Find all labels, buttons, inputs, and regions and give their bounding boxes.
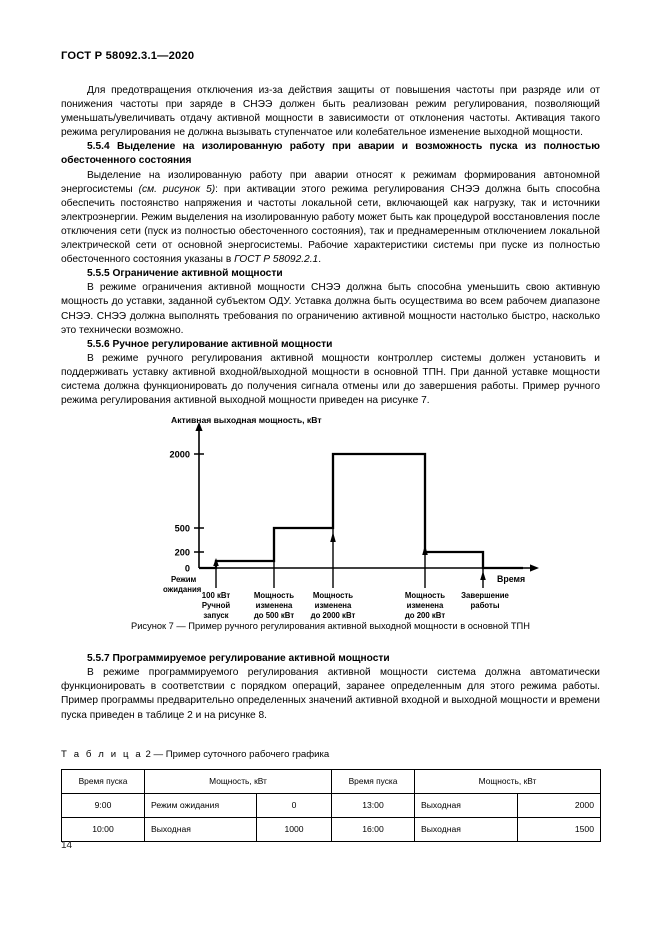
event-label-4 — [405, 591, 445, 620]
paragraph-5-5-6: В режиме ручного регулирования активной мощности контроллер системы должен установить и поддерживать уставку активной входной/выходной мощности в основной ТПН. При данной уставке мощности система должна функционировать до получения сигнала отмены или до завершения работы. Пример ручного режима регулирования активной выходной мощности приведен на рисунке 7. — [61, 352, 600, 407]
svg-text:изменена: изменена — [255, 601, 293, 611]
table-header-power-2: Мощность, кВт — [415, 769, 601, 793]
page-number: 14 — [61, 840, 73, 851]
table-header-power-1: Мощность, кВт — [145, 769, 332, 793]
cell-time-2: 16:00 — [332, 817, 415, 841]
table-header-row — [62, 769, 601, 793]
event-arrow-4 — [422, 545, 428, 555]
para-554-ref-gost: ГОСТ Р 58092.2.1 — [234, 254, 319, 266]
table-caption-rest: 2 — Пример суточного рабочего графика — [145, 748, 330, 760]
cell-mode-1: Выходная — [145, 817, 257, 841]
y-tick-label-500: 500 — [174, 523, 190, 534]
standby-label-line2: ожидания — [163, 585, 202, 595]
svg-text:изменена: изменена — [314, 601, 352, 611]
y-tick-label-2000: 2000 — [169, 449, 190, 460]
event-label-1 — [202, 591, 231, 620]
para-554-ref-figure5: (см. рисунок 5) — [138, 183, 216, 195]
figure-7-svg — [153, 416, 553, 626]
svg-text:запуск: запуск — [203, 611, 229, 621]
heading-5-5-7: 5.5.7 Программируемое регулирование активной мощности — [87, 653, 390, 665]
heading-5-5-5: 5.5.5 Ограничение активной мощности — [87, 268, 283, 280]
event-label-3 — [311, 591, 356, 620]
heading-5-5-4: 5.5.4 Выделение на изолированную работу при аварии и возможность пуска из полностью обесточенного состояния — [61, 141, 600, 167]
x-axis-arrow — [530, 565, 539, 572]
svg-text:до 2000 кВт: до 2000 кВт — [310, 611, 356, 621]
event-label-5 — [461, 591, 509, 610]
paragraph-5-5-5: В режиме ограничения активной мощности СНЭЭ должна быть способна уменьшить свою активную мощность до уставки, заданной субъектом ОДУ. Уставка должна быть осуществима во всем рабочем диапазоне СНЭЭ. СНЭЭ должна выполнять требования по ограничению активной мощности настолько быстро, насколько это технически возможно. — [61, 282, 600, 336]
cell-time-1: 9:00 — [62, 793, 145, 817]
cell-mode-2: Выходная — [415, 793, 518, 817]
table-daily-schedule — [61, 769, 601, 842]
y-axis-title: Активная выходная мощность, кВт — [171, 416, 322, 426]
svg-text:100 кВт: 100 кВт — [201, 591, 231, 601]
svg-text:Мощность: Мощность — [253, 591, 295, 601]
page-content — [61, 50, 600, 842]
cell-mode-2: Выходная — [415, 817, 518, 841]
table-row — [62, 817, 601, 841]
para-554-part-c: . — [318, 254, 322, 266]
table-2-caption — [61, 749, 600, 760]
paragraph-5-5-4 — [61, 169, 600, 268]
event-arrow-5 — [480, 571, 486, 580]
svg-text:Завершение: Завершение — [461, 591, 509, 601]
table-header-time-1: Время пуска — [62, 769, 145, 793]
svg-text:изменена: изменена — [406, 601, 444, 611]
figure-7-plot — [153, 416, 553, 636]
x-axis-title: Время — [497, 574, 526, 585]
svg-text:Ручной: Ручной — [201, 601, 231, 611]
cell-power-1: 0 — [257, 793, 332, 817]
event-label-2 — [254, 591, 294, 620]
cell-power-2: 1500 — [518, 817, 601, 841]
svg-text:до 200 кВт: до 200 кВт — [404, 611, 446, 621]
y-tick-label-200: 200 — [174, 547, 190, 558]
svg-text:Мощность: Мощность — [404, 591, 446, 601]
cell-power-1: 1000 — [257, 817, 332, 841]
table-header-time-2: Время пуска — [332, 769, 415, 793]
standby-label-line1: Режим — [171, 575, 197, 585]
figure-7-caption: Рисунок 7 — Пример ручного регулирования активной выходной мощности в основной ТПН — [131, 621, 530, 632]
svg-text:Мощность: Мощность — [312, 591, 354, 601]
power-step-curve — [199, 454, 523, 568]
y-tick-label-0: 0 — [184, 563, 190, 574]
paragraph-5-5-7: В режиме программируемого регулирования активной мощности система должна автоматически функционировать в соответствии с порядком операций, заранее определенным для этого режима работы. Пример программы предварительно определенных значений активной входной и выходной мощности и времени пуска приведен в таблице 2 и на рисунке 8. — [61, 667, 600, 721]
cell-mode-1: Режим ожидания — [145, 793, 257, 817]
figure-7 — [61, 416, 600, 652]
heading-5-5-6: 5.5.6 Ручное регулирование активной мощности — [87, 338, 333, 350]
para-554-part-a: Выделение на изолированную работу при аварии относят к режимам формирования автономной энергосистемы — [61, 169, 600, 195]
cell-power-2: 2000 — [518, 793, 601, 817]
svg-text:до 500 кВт: до 500 кВт — [253, 611, 295, 621]
event-arrow-3 — [330, 532, 336, 542]
cell-time-2: 13:00 — [332, 793, 415, 817]
table-caption-prefix: Т а б л и ц а — [61, 748, 143, 760]
paragraph-frequency-regulation: Для предотвращения отключения из-за действия защиты от повышения частоты при разряде или от понижения частоты при заряде в СНЭЭ должен быть реализован режим регулирования, позволяющий уменьшать/увеличивать отдачу активной мощности в зависимости от отклонения частоты. Активация такого режима регулирования не должна вызывать ступенчатое или колебательное изменение выходной мощности. — [61, 85, 600, 139]
cell-time-1: 10:00 — [62, 817, 145, 841]
table-row — [62, 793, 601, 817]
svg-text:работы: работы — [470, 601, 500, 611]
para-554-part-b: : при активации этого режима регулирования СНЭЭ должна быть способна обеспечить постоянство напряжения и частоты локальной сети, включающей как нагрузку, так и источники электроэнергии. Режим выделения на изолированную работу может быть как процедурой восстановления после отключения сети (пуск из полностью обесточенного состояния), так и преднамеренным отключением локальной электрической сети от основной энергосистемы. Рабочие характеристики системы при пуске из полностью обесточенного состояния указаны в — [61, 183, 600, 266]
running-header: ГОСТ Р 58092.3.1—2020 — [61, 50, 195, 62]
